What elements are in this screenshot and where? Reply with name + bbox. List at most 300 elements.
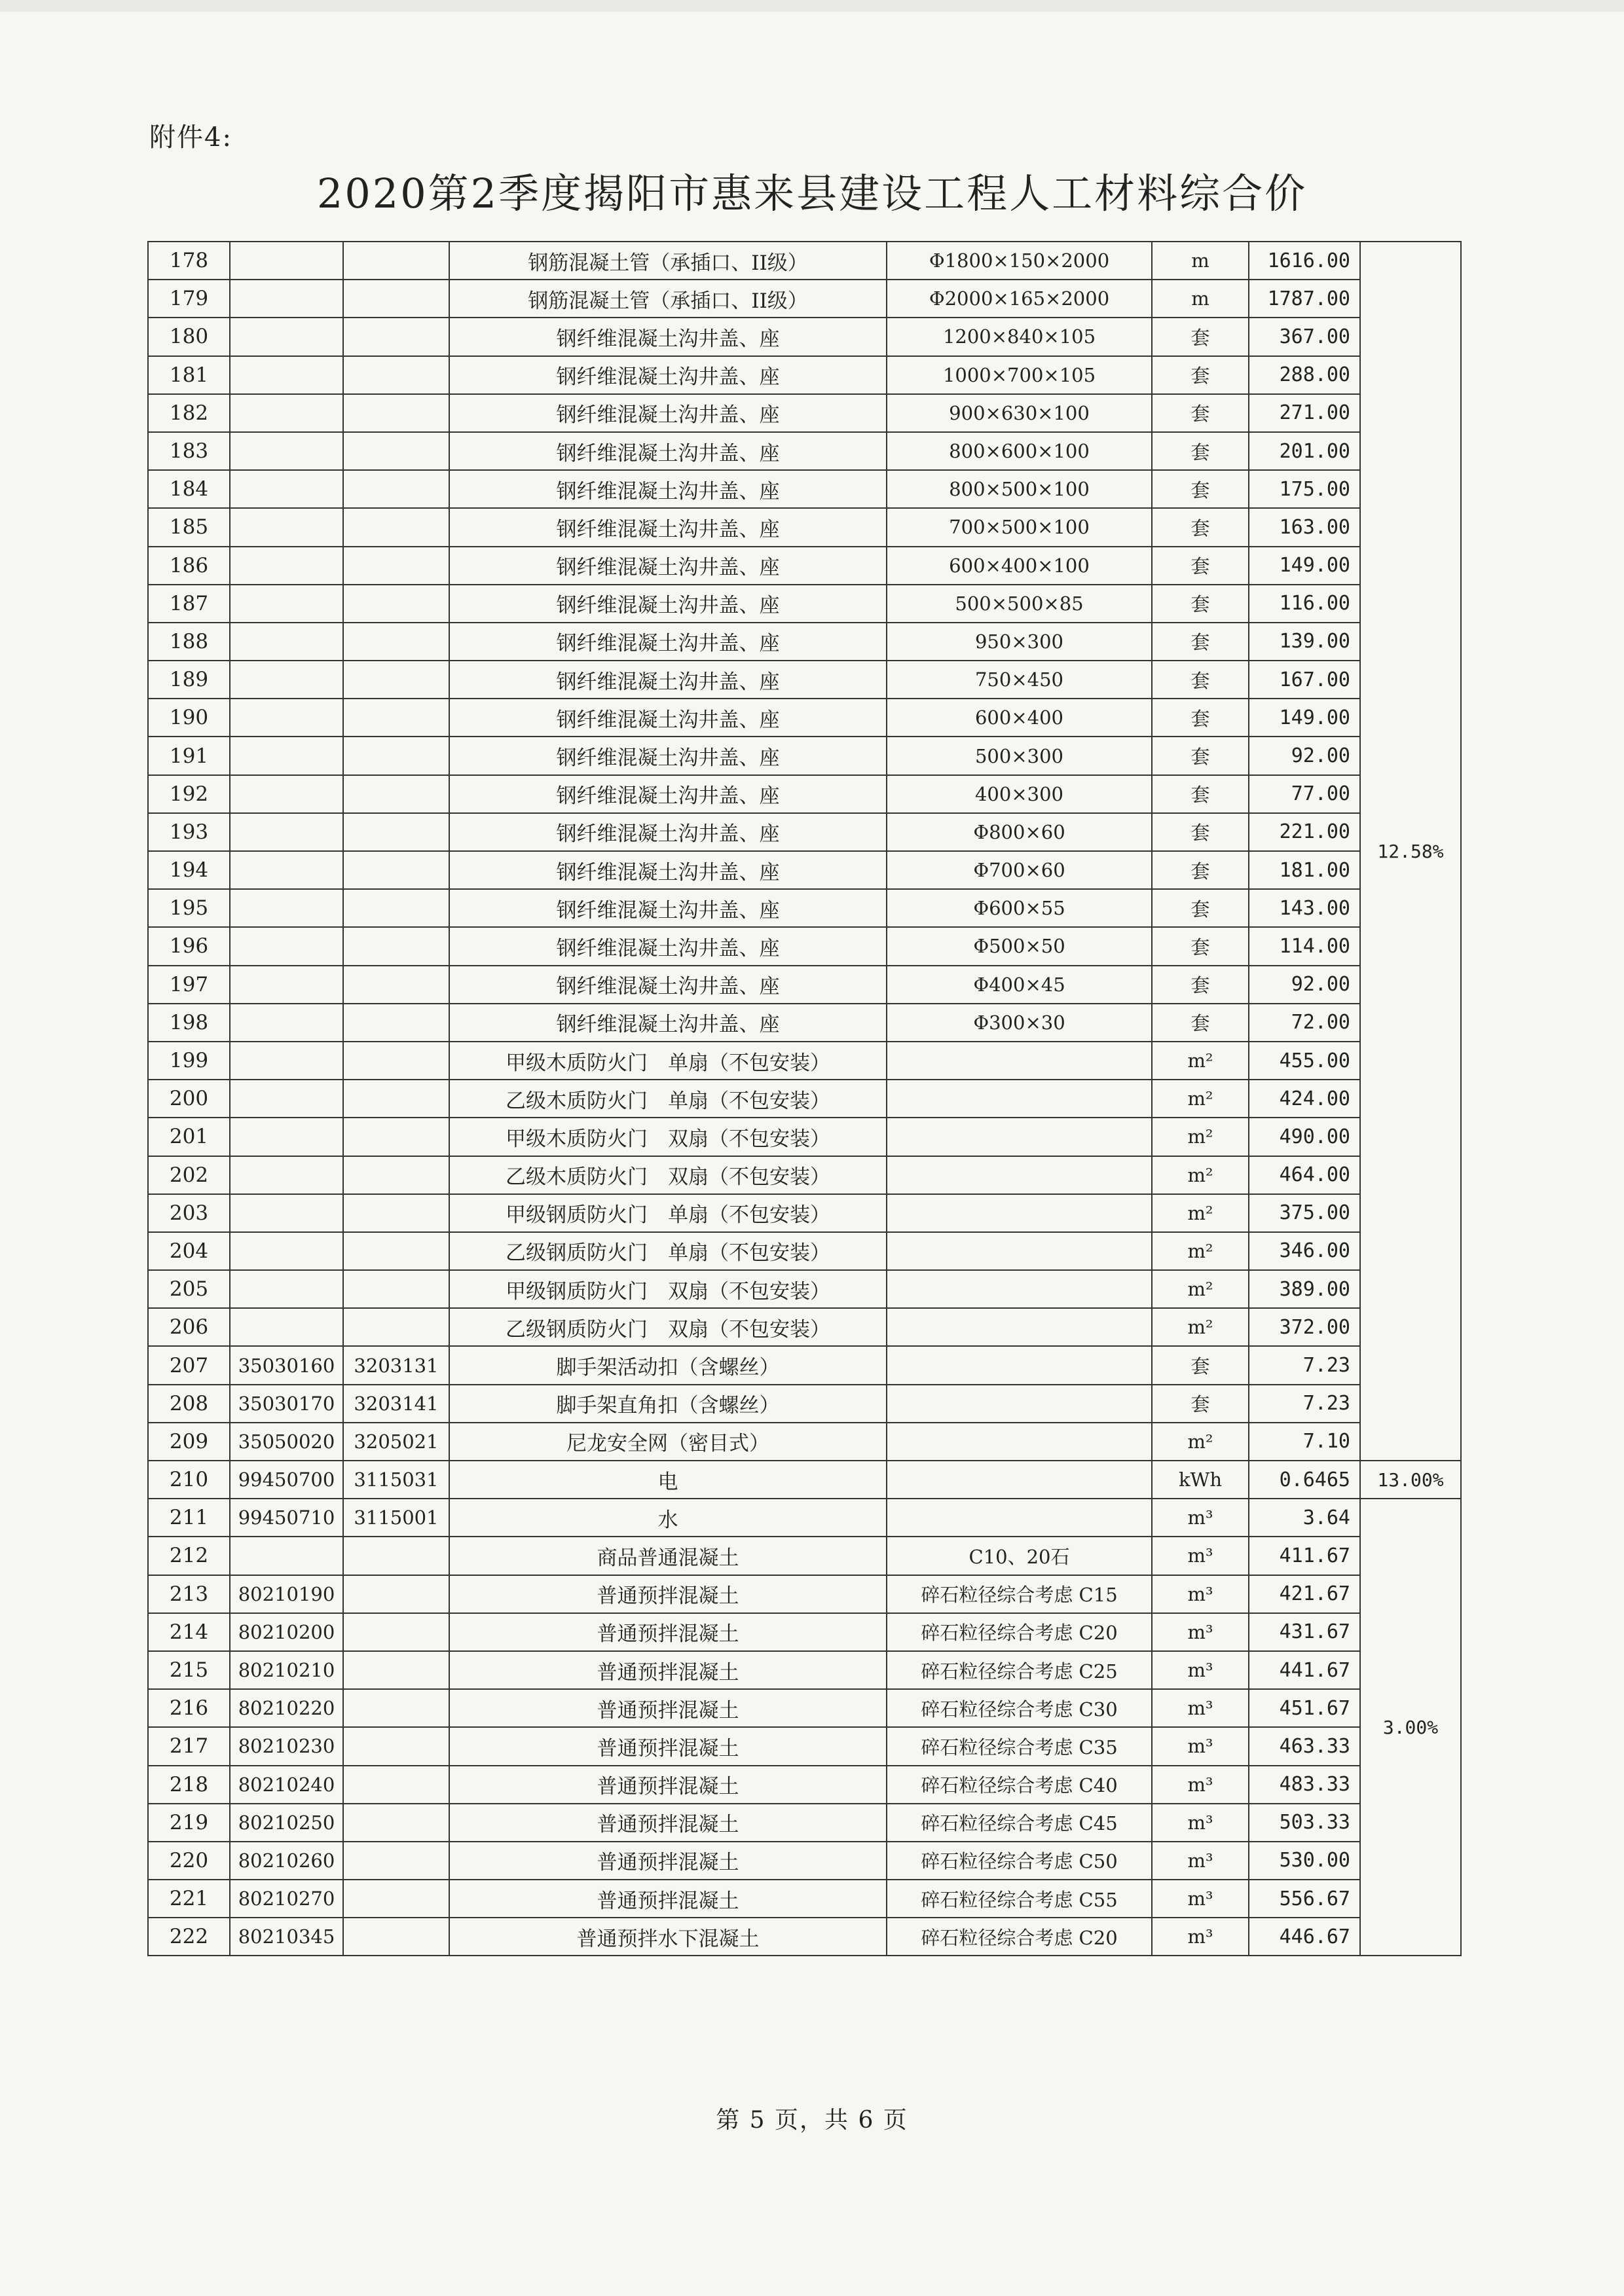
quota-code (343, 737, 449, 774)
material-spec: 950×300 (887, 623, 1152, 661)
material-name: 甲级木质防火门 双扇（不包安装） (449, 1118, 887, 1156)
material-price: 221.00 (1249, 813, 1360, 851)
material-price: 1787.00 (1249, 280, 1360, 318)
quota-code (343, 927, 449, 965)
material-name: 钢纤维混凝土沟井盖、座 (449, 775, 887, 813)
material-spec: C10、20石 (887, 1537, 1152, 1575)
table-row (148, 356, 1461, 394)
material-unit: m² (1152, 1308, 1249, 1346)
material-code (230, 1118, 343, 1156)
material-spec: Φ500×50 (887, 927, 1152, 965)
table-row (148, 318, 1461, 355)
table-row (148, 1118, 1461, 1156)
material-unit: m² (1152, 1118, 1249, 1156)
material-name: 钢纤维混凝土沟井盖、座 (449, 1004, 887, 1042)
material-spec: 750×450 (887, 661, 1152, 699)
material-code: 80210230 (230, 1727, 343, 1765)
row-index: 191 (148, 737, 230, 774)
row-index: 178 (148, 242, 230, 280)
material-name: 普通预拌混凝土 (449, 1804, 887, 1842)
table-row (148, 737, 1461, 774)
material-name: 脚手架活动扣（含螺丝） (449, 1346, 887, 1384)
material-spec: Φ300×30 (887, 1004, 1152, 1042)
material-name: 钢纤维混凝土沟井盖、座 (449, 813, 887, 851)
table-row (148, 1346, 1461, 1384)
quota-code (343, 432, 449, 470)
material-unit: 套 (1152, 547, 1249, 585)
table-row (148, 1727, 1461, 1765)
table-row (148, 966, 1461, 1004)
material-name: 电 (449, 1461, 887, 1499)
material-spec: 600×400 (887, 699, 1152, 737)
quota-code (343, 280, 449, 318)
scan-edge (0, 0, 1624, 12)
material-price: 431.67 (1249, 1613, 1360, 1651)
material-spec: 500×500×85 (887, 585, 1152, 623)
material-code (230, 1537, 343, 1575)
material-code (230, 927, 343, 965)
material-code (230, 1004, 343, 1042)
material-spec (887, 1423, 1152, 1461)
material-price: 149.00 (1249, 547, 1360, 585)
table-row (148, 432, 1461, 470)
row-index: 180 (148, 318, 230, 355)
material-name: 乙级钢质防火门 单扇（不包安装） (449, 1232, 887, 1270)
material-price: 3.64 (1249, 1499, 1360, 1537)
material-spec: Φ1800×150×2000 (887, 242, 1152, 280)
material-price: 201.00 (1249, 432, 1360, 470)
row-index: 199 (148, 1042, 230, 1080)
quota-code: 3115001 (343, 1499, 449, 1537)
table-row (148, 1385, 1461, 1423)
material-unit: m³ (1152, 1613, 1249, 1651)
table-row (148, 1270, 1461, 1308)
material-name: 钢纤维混凝土沟井盖、座 (449, 737, 887, 774)
material-name: 钢纤维混凝土沟井盖、座 (449, 927, 887, 965)
row-index: 187 (148, 585, 230, 623)
table-row (148, 1042, 1461, 1080)
material-code (230, 623, 343, 661)
material-spec: 碎石粒径综合考虑 C20 (887, 1918, 1152, 1956)
material-name: 脚手架直角扣（含螺丝） (449, 1385, 887, 1423)
quota-code (343, 1689, 449, 1727)
quota-code (343, 470, 449, 508)
material-code: 35050020 (230, 1423, 343, 1461)
material-spec: 碎石粒径综合考虑 C55 (887, 1880, 1152, 1918)
material-price: 116.00 (1249, 585, 1360, 623)
quota-code (343, 1118, 449, 1156)
price-table (147, 241, 1462, 1956)
material-spec: 碎石粒径综合考虑 C25 (887, 1651, 1152, 1689)
quota-code (343, 1194, 449, 1232)
table-row (148, 1232, 1461, 1270)
material-code (230, 851, 343, 889)
quota-code (343, 318, 449, 355)
material-spec: 700×500×100 (887, 508, 1152, 546)
row-index: 185 (148, 508, 230, 546)
material-unit: 套 (1152, 623, 1249, 661)
material-code: 80210270 (230, 1880, 343, 1918)
material-code (230, 432, 343, 470)
material-price: 167.00 (1249, 661, 1360, 699)
quota-code (343, 508, 449, 546)
material-unit: m³ (1152, 1575, 1249, 1613)
material-spec (887, 1156, 1152, 1194)
material-code: 80210345 (230, 1918, 343, 1956)
table-row (148, 1308, 1461, 1346)
material-code (230, 585, 343, 623)
material-unit: m² (1152, 1156, 1249, 1194)
table-row (148, 775, 1461, 813)
material-unit: m³ (1152, 1727, 1249, 1765)
material-name: 钢纤维混凝土沟井盖、座 (449, 356, 887, 394)
material-spec: 1000×700×105 (887, 356, 1152, 394)
table-row (148, 623, 1461, 661)
material-price: 7.23 (1249, 1385, 1360, 1423)
material-spec (887, 1270, 1152, 1308)
material-spec (887, 1194, 1152, 1232)
row-index: 213 (148, 1575, 230, 1613)
material-spec (887, 1385, 1152, 1423)
tax-rate-cell: 3.00% (1360, 1499, 1461, 1956)
table-row (148, 927, 1461, 965)
quota-code: 3203141 (343, 1385, 449, 1423)
material-price: 424.00 (1249, 1080, 1360, 1118)
material-spec (887, 1308, 1152, 1346)
table-row (148, 1004, 1461, 1042)
row-index: 208 (148, 1385, 230, 1423)
material-spec: 600×400×100 (887, 547, 1152, 585)
material-spec: Φ400×45 (887, 966, 1152, 1004)
material-code (230, 661, 343, 699)
material-code (230, 1232, 343, 1270)
material-spec: 500×300 (887, 737, 1152, 774)
quota-code (343, 585, 449, 623)
material-unit: m² (1152, 1423, 1249, 1461)
table-row (148, 394, 1461, 432)
material-spec: 碎石粒径综合考虑 C45 (887, 1804, 1152, 1842)
material-spec: Φ600×55 (887, 889, 1152, 927)
material-unit: 套 (1152, 927, 1249, 965)
material-price: 0.6465 (1249, 1461, 1360, 1499)
row-index: 198 (148, 1004, 230, 1042)
material-unit: 套 (1152, 508, 1249, 546)
material-code (230, 1270, 343, 1308)
material-price: 114.00 (1249, 927, 1360, 965)
material-spec (887, 1118, 1152, 1156)
material-name: 普通预拌混凝土 (449, 1766, 887, 1804)
quota-code (343, 1766, 449, 1804)
row-index: 179 (148, 280, 230, 318)
material-name: 钢筋混凝土管（承插口、II级） (449, 280, 887, 318)
material-price: 77.00 (1249, 775, 1360, 813)
material-unit: 套 (1152, 470, 1249, 508)
material-unit: 套 (1152, 318, 1249, 355)
material-price: 175.00 (1249, 470, 1360, 508)
material-price: 92.00 (1249, 737, 1360, 774)
table-row (148, 889, 1461, 927)
material-code: 99450710 (230, 1499, 343, 1537)
material-unit: m³ (1152, 1499, 1249, 1537)
quota-code (343, 547, 449, 585)
material-code (230, 547, 343, 585)
table-row (148, 1651, 1461, 1689)
material-code: 80210260 (230, 1842, 343, 1880)
attachment-label: 附件4: (149, 122, 232, 153)
material-code (230, 1308, 343, 1346)
material-unit: m² (1152, 1232, 1249, 1270)
table-row (148, 1080, 1461, 1118)
table-row (148, 1461, 1461, 1499)
material-name: 普通预拌混凝土 (449, 1842, 887, 1880)
material-spec (887, 1232, 1152, 1270)
material-spec: 碎石粒径综合考虑 C35 (887, 1727, 1152, 1765)
row-index: 204 (148, 1232, 230, 1270)
material-spec: 碎石粒径综合考虑 C50 (887, 1842, 1152, 1880)
material-unit: m² (1152, 1194, 1249, 1232)
material-name: 钢纤维混凝土沟井盖、座 (449, 508, 887, 546)
material-price: 451.67 (1249, 1689, 1360, 1727)
material-name: 水 (449, 1499, 887, 1537)
material-name: 钢纤维混凝土沟井盖、座 (449, 432, 887, 470)
material-code (230, 1194, 343, 1232)
material-spec: 400×300 (887, 775, 1152, 813)
quota-code (343, 775, 449, 813)
row-index: 186 (148, 547, 230, 585)
material-name: 乙级木质防火门 单扇（不包安装） (449, 1080, 887, 1118)
material-price: 7.23 (1249, 1346, 1360, 1384)
row-index: 215 (148, 1651, 230, 1689)
material-name: 普通预拌水下混凝土 (449, 1918, 887, 1956)
material-price: 149.00 (1249, 699, 1360, 737)
material-unit: 套 (1152, 737, 1249, 774)
row-index: 212 (148, 1537, 230, 1575)
material-price: 463.33 (1249, 1727, 1360, 1765)
material-name: 普通预拌混凝土 (449, 1727, 887, 1765)
row-index: 207 (148, 1346, 230, 1384)
material-spec: Φ700×60 (887, 851, 1152, 889)
material-code: 80210250 (230, 1804, 343, 1842)
material-name: 普通预拌混凝土 (449, 1880, 887, 1918)
material-spec (887, 1499, 1152, 1537)
row-index: 217 (148, 1727, 230, 1765)
material-price: 441.67 (1249, 1651, 1360, 1689)
quota-code (343, 813, 449, 851)
row-index: 205 (148, 1270, 230, 1308)
material-code: 35030160 (230, 1346, 343, 1384)
quota-code (343, 394, 449, 432)
table-row (148, 1766, 1461, 1804)
material-name: 甲级钢质防火门 双扇（不包安装） (449, 1270, 887, 1308)
row-index: 192 (148, 775, 230, 813)
row-index: 214 (148, 1613, 230, 1651)
material-code (230, 889, 343, 927)
table-row (148, 1537, 1461, 1575)
material-unit: m² (1152, 1270, 1249, 1308)
material-price: 7.10 (1249, 1423, 1360, 1461)
material-name: 钢纤维混凝土沟井盖、座 (449, 318, 887, 355)
material-name: 钢纤维混凝土沟井盖、座 (449, 394, 887, 432)
quota-code (343, 1613, 449, 1651)
table-row (148, 1575, 1461, 1613)
material-price: 143.00 (1249, 889, 1360, 927)
table-row (148, 1423, 1461, 1461)
material-name: 钢纤维混凝土沟井盖、座 (449, 661, 887, 699)
row-index: 210 (148, 1461, 230, 1499)
material-name: 普通预拌混凝土 (449, 1651, 887, 1689)
tax-rate-cell: 12.58% (1360, 242, 1461, 1461)
material-name: 普通预拌混凝土 (449, 1689, 887, 1727)
material-name: 普通预拌混凝土 (449, 1613, 887, 1651)
row-index: 196 (148, 927, 230, 965)
row-index: 189 (148, 661, 230, 699)
material-unit: 套 (1152, 813, 1249, 851)
material-price: 375.00 (1249, 1194, 1360, 1232)
quota-code (343, 1880, 449, 1918)
table-row (148, 851, 1461, 889)
material-price: 411.67 (1249, 1537, 1360, 1575)
quota-code (343, 1080, 449, 1118)
table-row (148, 1804, 1461, 1842)
row-index: 183 (148, 432, 230, 470)
table-row (148, 470, 1461, 508)
row-index: 200 (148, 1080, 230, 1118)
material-code (230, 813, 343, 851)
material-code: 80210240 (230, 1766, 343, 1804)
material-price: 503.33 (1249, 1804, 1360, 1842)
material-spec (887, 1080, 1152, 1118)
material-price: 556.67 (1249, 1880, 1360, 1918)
quota-code (343, 1651, 449, 1689)
row-index: 197 (148, 966, 230, 1004)
material-spec: 900×630×100 (887, 394, 1152, 432)
row-index: 202 (148, 1156, 230, 1194)
row-index: 220 (148, 1842, 230, 1880)
table-row (148, 1918, 1461, 1956)
material-price: 92.00 (1249, 966, 1360, 1004)
material-spec (887, 1461, 1152, 1499)
material-price: 446.67 (1249, 1918, 1360, 1956)
quota-code (343, 1575, 449, 1613)
material-spec: 800×600×100 (887, 432, 1152, 470)
row-index: 193 (148, 813, 230, 851)
quota-code: 3203131 (343, 1346, 449, 1384)
material-unit: m (1152, 242, 1249, 280)
row-index: 221 (148, 1880, 230, 1918)
table-row (148, 1499, 1461, 1537)
material-code (230, 737, 343, 774)
material-price: 464.00 (1249, 1156, 1360, 1194)
material-code (230, 1156, 343, 1194)
row-index: 209 (148, 1423, 230, 1461)
table-row (148, 1613, 1461, 1651)
page-footer: 第 5 页，共 6 页 (716, 2107, 908, 2134)
material-spec (887, 1346, 1152, 1384)
material-price: 271.00 (1249, 394, 1360, 432)
row-index: 218 (148, 1766, 230, 1804)
material-unit: m² (1152, 1080, 1249, 1118)
row-index: 201 (148, 1118, 230, 1156)
row-index: 194 (148, 851, 230, 889)
row-index: 181 (148, 356, 230, 394)
material-name: 钢纤维混凝土沟井盖、座 (449, 699, 887, 737)
material-unit: m³ (1152, 1880, 1249, 1918)
material-unit: kWh (1152, 1461, 1249, 1499)
material-name: 尼龙安全网（密目式） (449, 1423, 887, 1461)
quota-code (343, 623, 449, 661)
material-unit: m³ (1152, 1804, 1249, 1842)
table-row (148, 813, 1461, 851)
material-unit: 套 (1152, 966, 1249, 1004)
material-price: 483.33 (1249, 1766, 1360, 1804)
material-name: 钢纤维混凝土沟井盖、座 (449, 623, 887, 661)
price-table-container (147, 241, 1460, 1956)
table-row (148, 585, 1461, 623)
material-price: 288.00 (1249, 356, 1360, 394)
material-code (230, 318, 343, 355)
material-unit: 套 (1152, 1385, 1249, 1423)
material-unit: m³ (1152, 1651, 1249, 1689)
material-unit: m (1152, 280, 1249, 318)
material-name: 甲级木质防火门 单扇（不包安装） (449, 1042, 887, 1080)
row-index: 182 (148, 394, 230, 432)
table-row (148, 242, 1461, 280)
row-index: 211 (148, 1499, 230, 1537)
row-index: 188 (148, 623, 230, 661)
material-price: 139.00 (1249, 623, 1360, 661)
material-unit: 套 (1152, 851, 1249, 889)
quota-code (343, 1004, 449, 1042)
quota-code (343, 851, 449, 889)
material-name: 钢纤维混凝土沟井盖、座 (449, 966, 887, 1004)
material-code: 80210190 (230, 1575, 343, 1613)
material-unit: 套 (1152, 432, 1249, 470)
material-code (230, 470, 343, 508)
material-code (230, 356, 343, 394)
quota-code (343, 966, 449, 1004)
table-row (148, 661, 1461, 699)
quota-code (343, 1270, 449, 1308)
material-name: 普通预拌混凝土 (449, 1575, 887, 1613)
table-row (148, 1194, 1461, 1232)
quota-code (343, 1308, 449, 1346)
tax-rate-cell: 13.00% (1360, 1461, 1461, 1499)
material-spec (887, 1042, 1152, 1080)
material-unit: 套 (1152, 889, 1249, 927)
material-code (230, 280, 343, 318)
material-spec: 800×500×100 (887, 470, 1152, 508)
quota-code (343, 1537, 449, 1575)
material-price: 367.00 (1249, 318, 1360, 355)
quota-code (343, 242, 449, 280)
material-code (230, 242, 343, 280)
material-price: 1616.00 (1249, 242, 1360, 280)
table-row (148, 1842, 1461, 1880)
material-price: 490.00 (1249, 1118, 1360, 1156)
page-title: 2020第2季度揭阳市惠来县建设工程人工材料综合价 (316, 170, 1308, 217)
material-name: 甲级钢质防火门 单扇（不包安装） (449, 1194, 887, 1232)
table-row (148, 1156, 1461, 1194)
material-code (230, 966, 343, 1004)
quota-code (343, 1727, 449, 1765)
quota-code (343, 356, 449, 394)
material-code (230, 394, 343, 432)
material-unit: 套 (1152, 699, 1249, 737)
quota-code: 3205021 (343, 1423, 449, 1461)
quota-code (343, 889, 449, 927)
row-index: 216 (148, 1689, 230, 1727)
table-row (148, 699, 1461, 737)
